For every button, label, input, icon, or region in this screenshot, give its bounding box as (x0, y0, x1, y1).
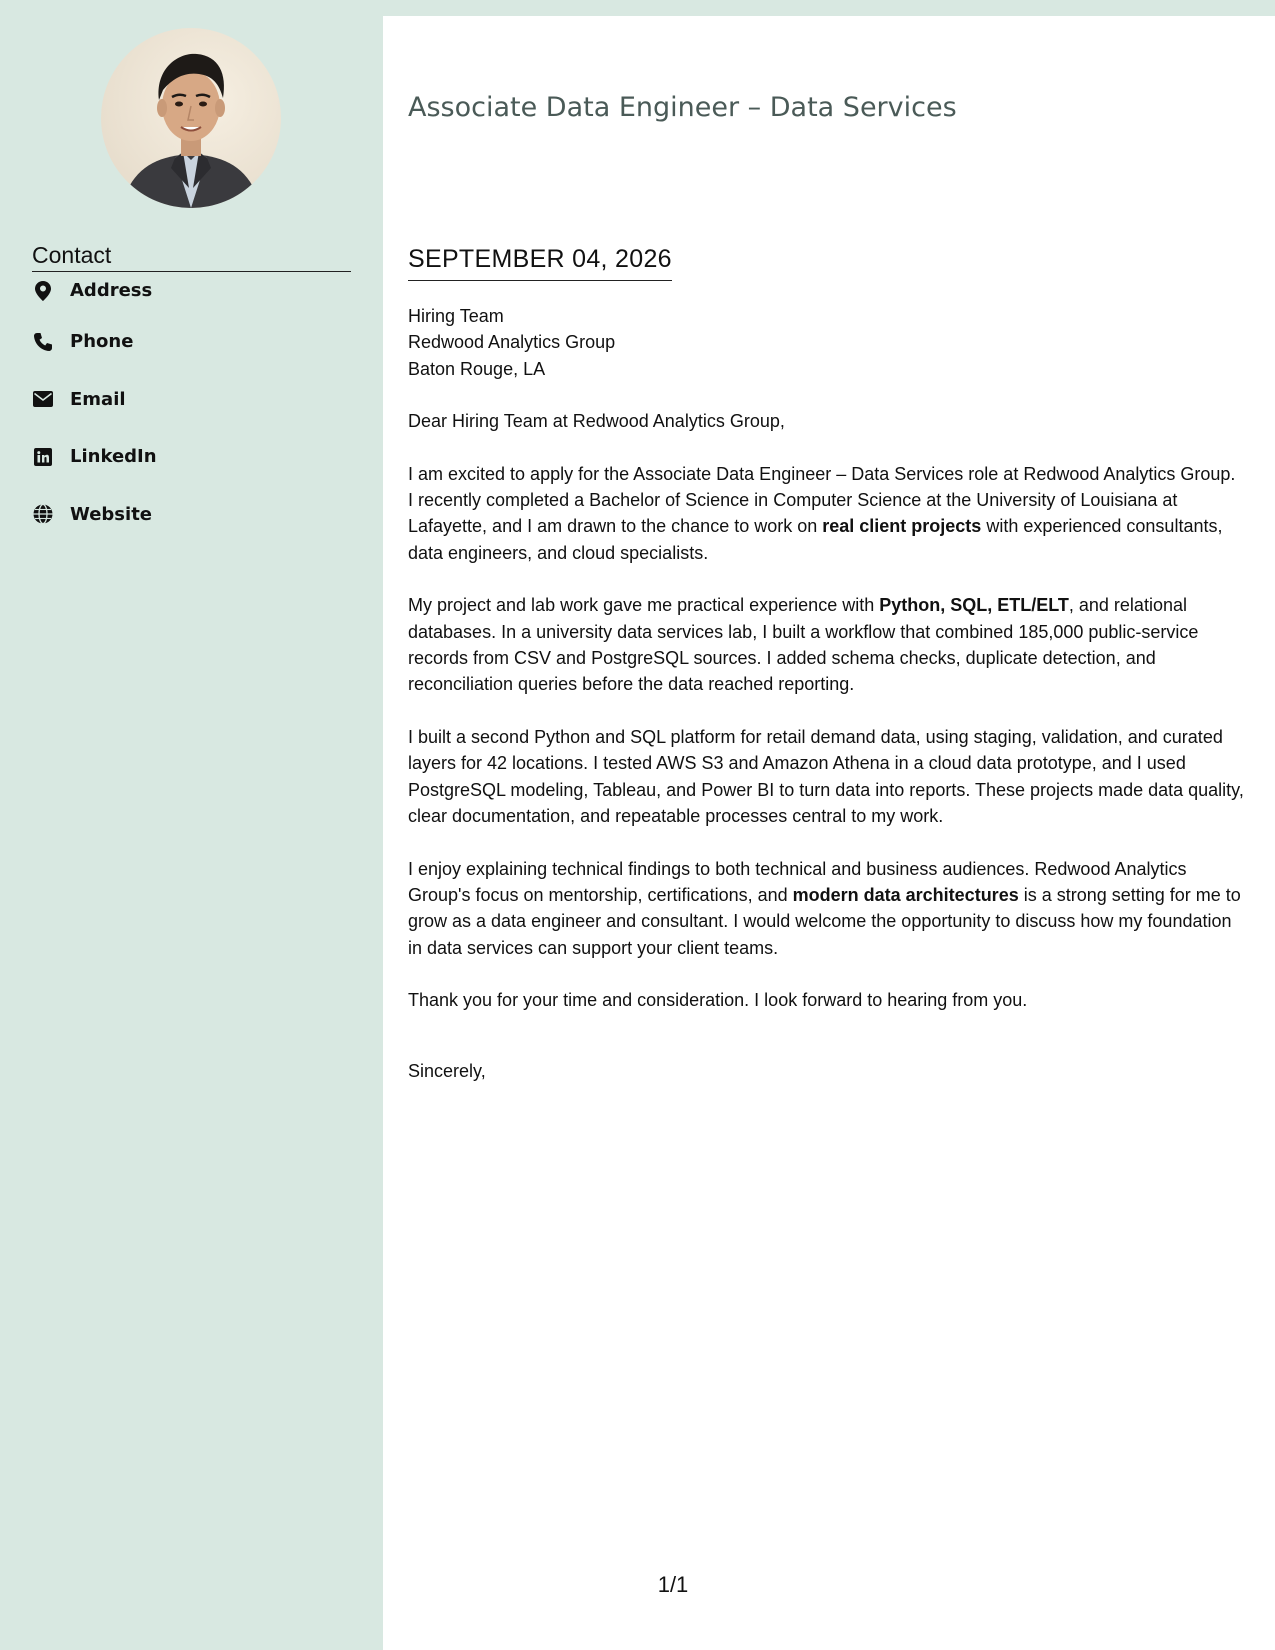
job-title: Associate Data Engineer – Data Services (408, 92, 957, 123)
map-pin-icon (32, 280, 54, 302)
body-paragraph (408, 461, 1244, 567)
body-paragraph (408, 856, 1244, 962)
contact-heading: Contact (32, 241, 351, 272)
envelope-icon (32, 388, 54, 410)
paragraph-text: Thank you for your time and consideration. I look forward to hearing from you. (408, 990, 1028, 1011)
contact-label-email: Email (70, 388, 126, 410)
letter-date: SEPTEMBER 04, 2026 (408, 244, 672, 281)
contact-list (32, 280, 157, 543)
page-number: 1/1 (657, 1572, 689, 1597)
sidebar (0, 0, 383, 1650)
paragraph-text: I enjoy explaining technical findings to both technical and business audiences. Redwood Analytics Group's focus on mentorship, certifications, and (408, 858, 1187, 905)
paragraph-text: I built a second Python and SQL platform for retail demand data, using staging, validation, and curated layers for 42 locations. I tested AWS S3 and Amazon Athena in a cloud data prototype, and I used PostgreSQL modeling, Tableau, and Power BI to turn data into reports. These projects made data quality, clear documentation, and repeatable processes central to my work. (408, 726, 1244, 827)
body-paragraph (408, 987, 1244, 1013)
paragraph-text: , and relational databases. In a university data services lab, I built a workflow that combined 185,000 public-service records from CSV and PostgreSQL sources. I added schema checks, duplicate detection, and reconciliation queries before the data reached reporting. (408, 595, 1199, 695)
body-paragraph (408, 724, 1244, 830)
phone-icon (32, 331, 54, 353)
recipient-line: Hiring Team (408, 306, 504, 326)
recipient-block (408, 303, 1244, 382)
letter-body (408, 303, 1244, 1102)
paragraph-text: with experienced consultants, data engineers, and cloud specialists. (408, 516, 1223, 563)
paragraph-text: I am excited to apply for the Associate Data Engineer – Data Services role at Redwood Analytics Group. I recently completed a Bachelor of Science in Computer Science at the University of Louisiana at Lafayette, and I am drawn to the chance to work on (408, 463, 1236, 537)
paragraph-text: My project and lab work gave me practical experience with (408, 595, 880, 616)
recipient-line: Redwood Analytics Group (408, 332, 616, 353)
contact-item-phone[interactable] (32, 313, 157, 371)
linkedin-icon (32, 446, 54, 468)
closing: Sincerely, (408, 1060, 486, 1081)
contact-item-address[interactable] (32, 280, 157, 313)
contact-label-phone: Phone (70, 331, 134, 353)
globe-icon (32, 503, 54, 525)
paragraph-bold-text: real client projects (822, 516, 982, 537)
contact-label-address: Address (70, 280, 153, 301)
contact-label-linkedin: LinkedIn (70, 446, 157, 468)
recipient-line: Baton Rouge, LA (408, 358, 546, 379)
letter-page (383, 16, 1275, 1650)
contact-label-website: Website (70, 503, 153, 525)
contact-item-email[interactable] (32, 371, 157, 429)
contact-item-linkedin[interactable] (32, 428, 157, 486)
profile-photo (101, 28, 281, 208)
portrait-image (101, 28, 281, 208)
salutation: Dear Hiring Team at Redwood Analytics Group, (408, 411, 785, 432)
paragraph-bold-text: modern data architectures (792, 884, 1019, 905)
body-paragraph (408, 592, 1244, 698)
paragraph-bold-text: Python, SQL, ETL/ELT (879, 595, 1069, 616)
contact-item-website[interactable] (32, 486, 157, 544)
paragraph-text: is a strong setting for me to grow as a data engineer and consultant. I would welcome the opportunity to discuss how my foundation in data services can support your client teams. (408, 884, 1241, 958)
